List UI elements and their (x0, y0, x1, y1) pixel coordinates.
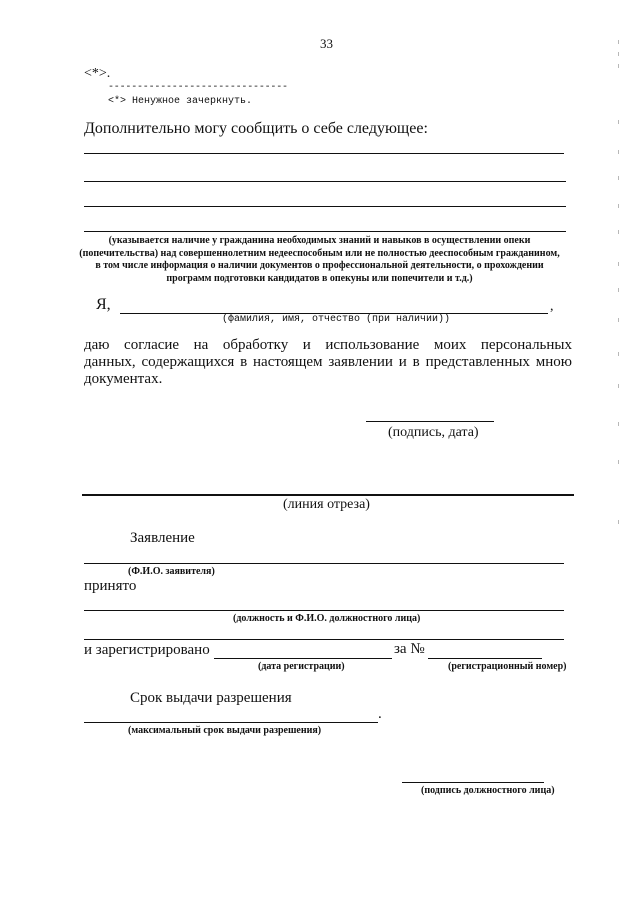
scan-mark (618, 230, 619, 234)
applicant-line (84, 563, 564, 564)
ya-label: Я, (96, 296, 111, 313)
term-line (84, 722, 378, 723)
consent-paragraph (84, 337, 572, 388)
registration-date-line (214, 658, 392, 659)
official-caption: (должность и Ф.И.О. должностного лица) (233, 613, 421, 624)
official-signature-line (402, 782, 544, 783)
consent-line: документах. (84, 371, 163, 387)
hint-line: программ подготовки кандидатов в опекуны или попечители и т.д.) (166, 272, 473, 284)
cut-line-label: (линия отреза) (283, 497, 370, 512)
receipt-title: Заявление (130, 530, 195, 546)
scan-mark (618, 352, 619, 356)
hint-line: (указывается наличие у гражданина необходимых знаний и навыков в осуществлении опеки (108, 235, 531, 246)
scan-mark (618, 384, 619, 388)
consent-line: даю согласие на обработку и использование моих персональных (84, 337, 572, 353)
scan-mark (618, 40, 619, 44)
registered-label: и зарегистрировано (84, 642, 210, 658)
signature-line (366, 421, 494, 422)
scan-mark (618, 318, 619, 322)
official-line (84, 610, 564, 611)
official-signature-caption: (подпись должностного лица) (421, 785, 555, 796)
scan-mark (618, 52, 619, 56)
scan-mark (618, 422, 619, 426)
hint-line: (попечительства) над совершеннолетним недееспособным или не полностью дееспособным гражданином, (79, 247, 560, 259)
registration-number-line (428, 658, 542, 659)
consent-line: данных, содержащихся в настоящем заявлении и в представленных мною (84, 354, 572, 370)
additional-info-hint (0, 235, 639, 285)
scan-mark (618, 288, 619, 292)
name-line-comma: , (550, 299, 554, 314)
name-caption: (фамилия, имя, отчество (при наличии)) (222, 314, 451, 325)
footnote-separator: ------------------------------- (108, 82, 288, 93)
term-title: Срок выдачи разрешения (130, 690, 292, 706)
scan-mark (618, 120, 619, 124)
footnote-marker: <*>. (84, 66, 111, 81)
reg-number-caption: (регистрационный номер) (448, 661, 567, 672)
cut-line (82, 494, 574, 496)
blank-line (84, 206, 566, 207)
scan-mark (618, 204, 619, 208)
scan-mark (618, 520, 619, 524)
number-label: за № (394, 641, 425, 657)
scan-mark (618, 150, 619, 154)
signature-caption: (подпись, дата) (388, 425, 479, 440)
term-period: . (378, 706, 382, 722)
blank-line (84, 231, 566, 232)
hint-line: в том числе информация о наличии документов о профессиональной деятельности, о прохождении (95, 260, 544, 271)
blank-line (84, 153, 564, 154)
date-caption: (дата регистрации) (258, 661, 345, 672)
additional-info-heading: Дополнительно могу сообщить о себе следующее: (84, 120, 428, 137)
blank-line (84, 181, 566, 182)
scan-mark (618, 64, 619, 68)
blank-line (84, 639, 564, 640)
footnote-text: <*> Ненужное зачеркнуть. (108, 96, 253, 107)
accepted-label: принято (84, 578, 137, 594)
scan-mark (618, 460, 619, 464)
term-caption: (максимальный срок выдачи разрешения) (128, 725, 322, 736)
page-number: 33 (320, 36, 333, 51)
scan-mark (618, 176, 619, 180)
applicant-caption: (Ф.И.О. заявителя) (128, 566, 215, 577)
